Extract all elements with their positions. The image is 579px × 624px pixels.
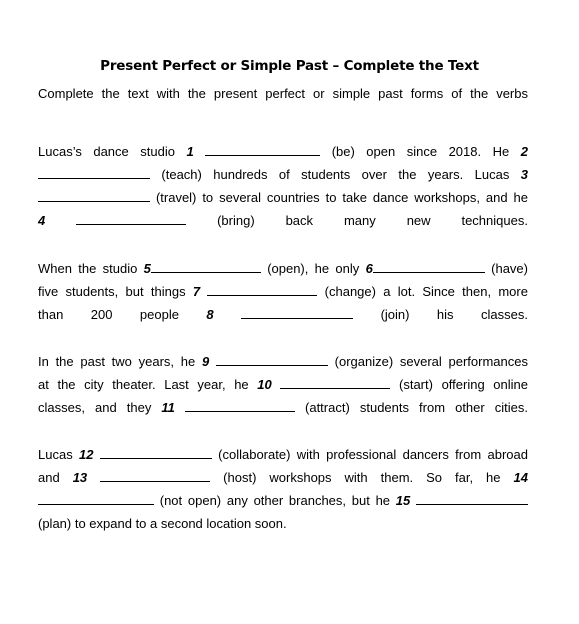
answer-blank-6[interactable] bbox=[373, 260, 485, 273]
answer-blank-13[interactable] bbox=[100, 469, 210, 482]
text-segment: (host) workshops with them. So far, he bbox=[223, 470, 501, 485]
paragraph-line bbox=[38, 280, 528, 303]
paragraph-4 bbox=[38, 443, 528, 535]
item-number-1: 1 bbox=[186, 144, 194, 159]
instructions-text: Complete the text with the present perfect or simple past forms of the verbs bbox=[38, 86, 528, 101]
item-number-12: 12 bbox=[79, 447, 94, 462]
paragraph-line bbox=[38, 186, 528, 209]
text-segment: classes, and they bbox=[38, 400, 152, 415]
answer-blank-2[interactable] bbox=[38, 166, 150, 179]
answer-blank-1[interactable] bbox=[205, 143, 320, 156]
item-number-6: 6 bbox=[365, 261, 373, 276]
item-number-10: 10 bbox=[257, 377, 272, 392]
text-segment: five students, but things bbox=[38, 284, 186, 299]
item-number-2: 2 bbox=[520, 144, 528, 159]
item-number-4: 4 bbox=[38, 213, 46, 228]
text-segment: classes. bbox=[481, 307, 528, 322]
text-segment: (be) open since 2018. He bbox=[331, 144, 510, 159]
answer-blank-5[interactable] bbox=[151, 260, 261, 273]
answer-blank-9[interactable] bbox=[216, 353, 328, 366]
text-segment: his bbox=[436, 307, 454, 322]
text-segment: many bbox=[343, 213, 376, 228]
paragraph-3 bbox=[38, 350, 528, 419]
item-number-11: 11 bbox=[161, 400, 175, 415]
answer-blank-12[interactable] bbox=[100, 446, 212, 459]
text-segment: (open), he only bbox=[267, 261, 360, 276]
text-segment: (collaborate) with professional dancers from abroad bbox=[218, 447, 528, 462]
text-segment: people bbox=[139, 307, 179, 322]
item-number-13: 13 bbox=[72, 470, 88, 485]
paragraph-line bbox=[38, 466, 528, 489]
answer-blank-4[interactable] bbox=[76, 212, 186, 225]
paragraph-line bbox=[38, 512, 528, 535]
text-segment: (change) a lot. Since then, more bbox=[324, 284, 528, 299]
paragraph-1 bbox=[38, 140, 528, 232]
answer-blank-3[interactable] bbox=[38, 189, 150, 202]
text-segment: (have) bbox=[491, 261, 528, 276]
text-segment: at the city theater. Last year, he bbox=[38, 377, 249, 392]
item-number-14: 14 bbox=[513, 470, 528, 485]
text-segment: 200 bbox=[90, 307, 113, 322]
text-segment: (plan) to expand to a second location soon. bbox=[38, 516, 287, 531]
paragraph-2 bbox=[38, 257, 528, 326]
paragraph-line bbox=[38, 443, 528, 466]
answer-blank-8[interactable] bbox=[241, 306, 353, 319]
paragraph-line bbox=[38, 163, 528, 186]
text-segment: back bbox=[285, 213, 314, 228]
text-segment: (attract) students from other cities. bbox=[305, 400, 528, 415]
text-segment: (not open) any other branches, but he bbox=[159, 493, 391, 508]
text-segment: (travel) to several countries to take dance workshops, and he bbox=[155, 190, 528, 205]
item-number-3: 3 bbox=[520, 167, 528, 182]
worksheet-title: Present Perfect or Simple Past – Complete the Text bbox=[100, 58, 479, 74]
paragraph-line bbox=[38, 373, 528, 396]
answer-blank-11[interactable] bbox=[185, 399, 295, 412]
text-segment: (teach) hundreds of students over the years. Lucas bbox=[161, 167, 510, 182]
paragraph-line bbox=[38, 489, 528, 512]
paragraph-line bbox=[38, 303, 528, 326]
paragraph-line bbox=[38, 257, 528, 280]
item-number-5: 5 bbox=[143, 261, 151, 276]
item-number-8: 8 bbox=[206, 307, 214, 322]
paragraph-line bbox=[38, 396, 528, 419]
text-segment: new bbox=[406, 213, 431, 228]
paragraph-line bbox=[38, 140, 528, 163]
text-segment: Lucas’s dance studio bbox=[38, 144, 175, 159]
answer-blank-14[interactable] bbox=[38, 492, 154, 505]
item-number-9: 9 bbox=[201, 354, 210, 369]
text-segment: (join) bbox=[380, 307, 410, 322]
text-segment: Lucas bbox=[38, 447, 73, 462]
text-segment: and bbox=[38, 470, 60, 485]
answer-blank-10[interactable] bbox=[280, 376, 390, 389]
answer-blank-7[interactable] bbox=[207, 283, 317, 296]
item-number-7: 7 bbox=[192, 284, 201, 299]
text-segment: (start) offering online bbox=[399, 377, 528, 392]
text-segment: In the past two years, he bbox=[38, 354, 196, 369]
text-segment: (bring) bbox=[217, 213, 255, 228]
text-segment: techniques. bbox=[461, 213, 528, 228]
text-segment: (organize) several performances bbox=[334, 354, 528, 369]
text-segment: than bbox=[38, 307, 64, 322]
paragraph-line bbox=[38, 350, 528, 373]
answer-blank-15[interactable] bbox=[416, 492, 528, 505]
paragraph-line bbox=[38, 209, 528, 232]
text-segment: When the studio bbox=[38, 261, 138, 276]
item-number-15: 15 bbox=[395, 493, 411, 508]
